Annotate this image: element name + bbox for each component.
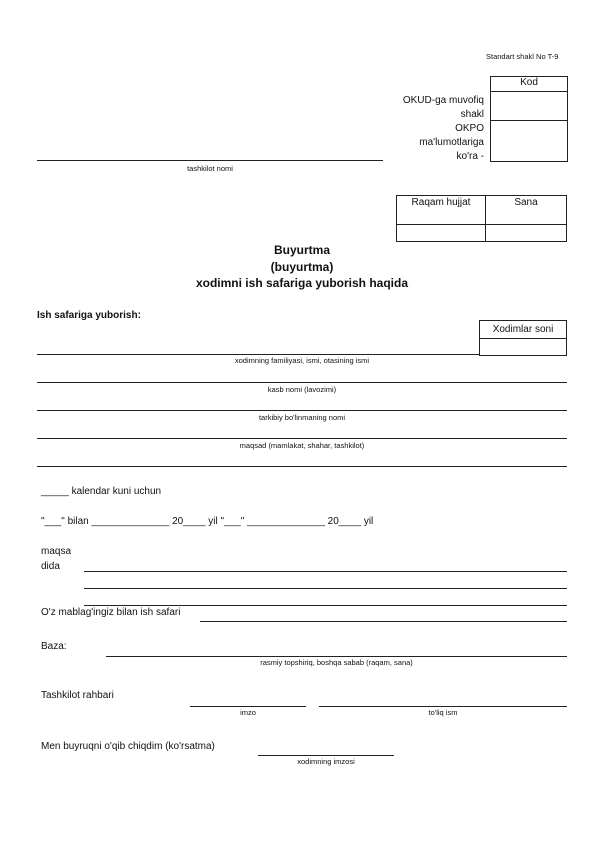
basis-caption: rasmiy topshiriq, boshqa sabab (raqam, sana) (260, 658, 413, 667)
period-text: "___" bilan ______________ 20____ yil "___" ______________ 20____ yil (41, 516, 374, 527)
doc-title-line3: xodimni ish safariga yuborish haqida (195, 276, 409, 290)
okpo-label: OKPO ma'lumotlariga ko'ra - (419, 123, 484, 162)
okpo-code-cell[interactable] (491, 121, 568, 162)
doc-number-cell[interactable] (397, 225, 486, 242)
purpose-line-2[interactable] (84, 588, 567, 589)
purpose-label: maqsa dida (41, 546, 72, 572)
head-fullname-caption: to'liq ism (428, 708, 458, 717)
doc-number-header: Raqam hujjat (397, 196, 486, 225)
position-caption: kasb nomi (lavozimi) (267, 385, 337, 394)
position-line[interactable] (37, 382, 567, 383)
purpose-line-1[interactable] (84, 571, 567, 572)
doc-title-line2: (buyurtma) (270, 260, 334, 274)
extra-line[interactable] (37, 466, 567, 467)
staff-count-cell[interactable] (480, 339, 567, 356)
days-text: _____ kalendar kuni uchun (41, 486, 162, 497)
purpose-line[interactable] (37, 438, 567, 439)
org-name-line[interactable] (37, 160, 383, 161)
doc-date-header: Sana (486, 196, 567, 225)
department-caption: tarkibiy bo'linmaning nomi (258, 413, 346, 422)
codes-table (490, 76, 568, 162)
section-label: Ish safariga yuborish: (37, 310, 141, 321)
employee-signature-line[interactable] (258, 755, 394, 756)
doc-date-cell[interactable] (486, 225, 567, 242)
head-label: Tashkilot rahbari (41, 690, 114, 701)
form-code: Standart shakl No T-9 (486, 52, 559, 61)
org-name-caption: tashkilot nomi (187, 164, 233, 173)
doc-title-line1: Buyurtma (273, 243, 330, 257)
department-line[interactable] (37, 410, 567, 411)
basis-label: Baza: (41, 641, 67, 652)
head-fullname-line[interactable] (319, 706, 567, 707)
employee-signature-caption: xodimning imzosi (297, 757, 355, 766)
funds-label: O'z mablag'ingiz bilan ish safari (41, 607, 181, 618)
doc-table (396, 195, 567, 242)
employee-line[interactable] (37, 354, 479, 355)
head-signature-line[interactable] (190, 706, 306, 707)
employee-caption: xodimning familiyasi, ismi, otasining ismi (234, 356, 370, 365)
ack-label: Men buyruqni o'qib chiqdim (ko'rsatma) (41, 741, 215, 752)
head-signature-caption: imzo (240, 708, 256, 717)
staff-count-header: Xodimlar soni (480, 321, 567, 339)
funds-line[interactable] (200, 621, 567, 622)
okud-code-cell[interactable] (491, 92, 568, 121)
purpose-line-3[interactable] (84, 605, 567, 606)
purpose-caption: maqsad (mamlakat, shahar, tashkilot) (239, 441, 365, 450)
okud-label: OKUD-ga muvofiq shakl (402, 95, 484, 120)
staff-count-table (479, 320, 567, 356)
codes-header: Kod (491, 77, 568, 92)
basis-line[interactable] (106, 656, 567, 657)
